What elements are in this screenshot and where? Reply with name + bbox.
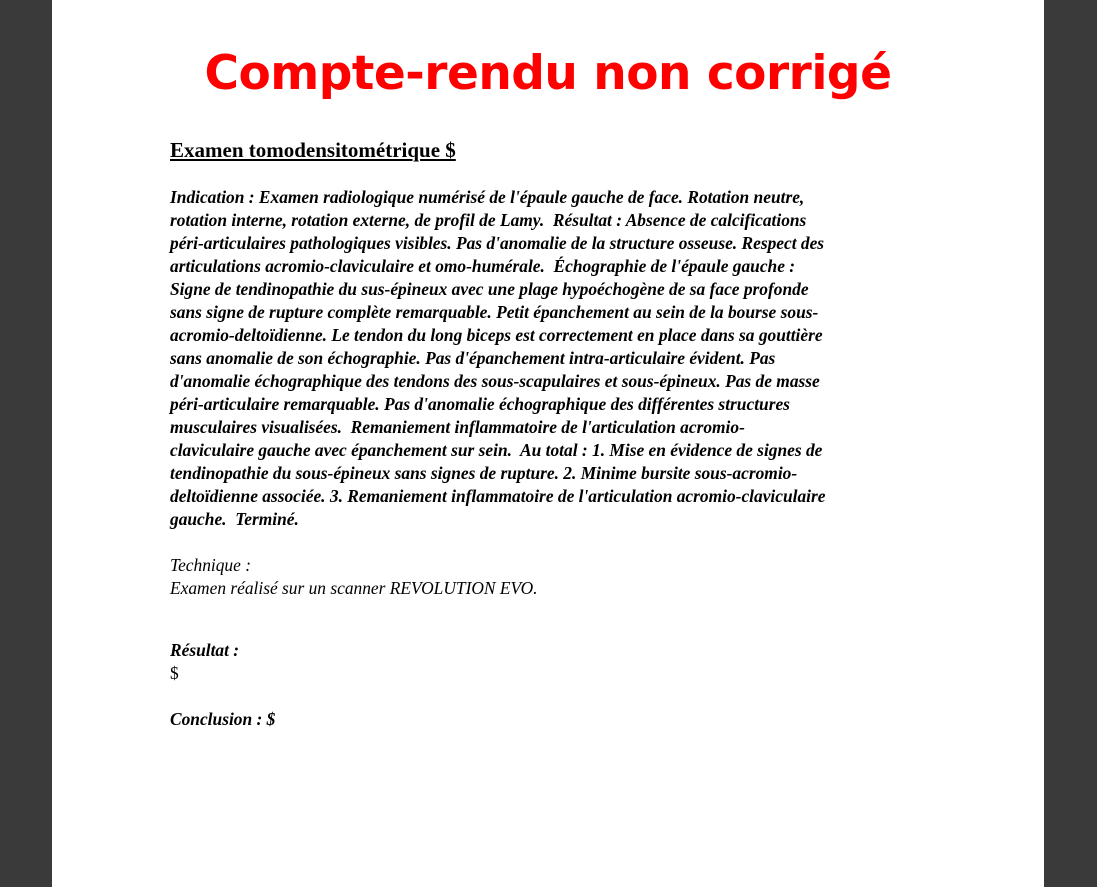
indication-line: gauche. Terminé. [170, 509, 299, 529]
exam-title: Examen tomodensitométrique $ [170, 138, 456, 162]
indication-paragraph [170, 186, 930, 531]
indication-line: musculaires visualisées. Remaniement inflammatoire de l'articulation acromio- [170, 417, 745, 437]
result-label: Résultat : [170, 640, 240, 660]
draft-banner: Compte-rendu non corrigé [204, 46, 892, 101]
indication-line: claviculaire gauche avec épanchement sur sein. Au total : 1. Mise en évidence de signes de [170, 440, 823, 460]
indication-line: d'anomalie échographique des tendons des sous-scapulaires et sous-épineux. Pas de masse [170, 371, 820, 391]
technique-label: Technique : [170, 555, 251, 575]
indication-line: Indication : Examen radiologique numérisé de l'épaule gauche de face. Rotation neutre, [170, 187, 805, 207]
indication-line: sans anomalie de son échographie. Pas d'épanchement intra-articulaire évident. Pas [170, 348, 776, 368]
indication-line: péri-articulaires pathologiques visibles. Pas d'anomalie de la structure osseuse. Respect des [170, 233, 825, 253]
indication-line: Signe de tendinopathie du sus-épineux avec une plage hypoéchogène de sa face profonde [170, 279, 809, 299]
indication-line: rotation interne, rotation externe, de profil de Lamy. Résultat : Absence de calcifications [170, 210, 807, 230]
indication-line: articulations acromio-claviculaire et omo-humérale. Échographie de l'épaule gauche : [170, 256, 796, 276]
report-content [170, 136, 930, 731]
indication-line: acromio-deltoïdienne. Le tendon du long biceps est correctement en place dans sa gouttière [170, 325, 823, 345]
result-section [170, 639, 930, 685]
indication-line: péri-articulaire remarquable. Pas d'anomalie échographique des différentes structures [170, 394, 790, 414]
technique-section [170, 554, 930, 600]
technique-text: Examen réalisé sur un scanner REVOLUTION EVO. [170, 578, 538, 598]
document-page [52, 0, 1044, 887]
indication-line: deltoïdienne associée. 3. Remaniement inflammatoire de l'articulation acromio-claviculaire [170, 486, 826, 506]
indication-line: sans signe de rupture complète remarquable. Petit épanchement au sein de la bourse sous- [170, 302, 819, 322]
indication-line: tendinopathie du sous-épineux sans signes de rupture. 2. Minime bursite sous-acromio- [170, 463, 798, 483]
result-value: $ [170, 663, 179, 683]
conclusion: Conclusion : $ [170, 709, 276, 729]
